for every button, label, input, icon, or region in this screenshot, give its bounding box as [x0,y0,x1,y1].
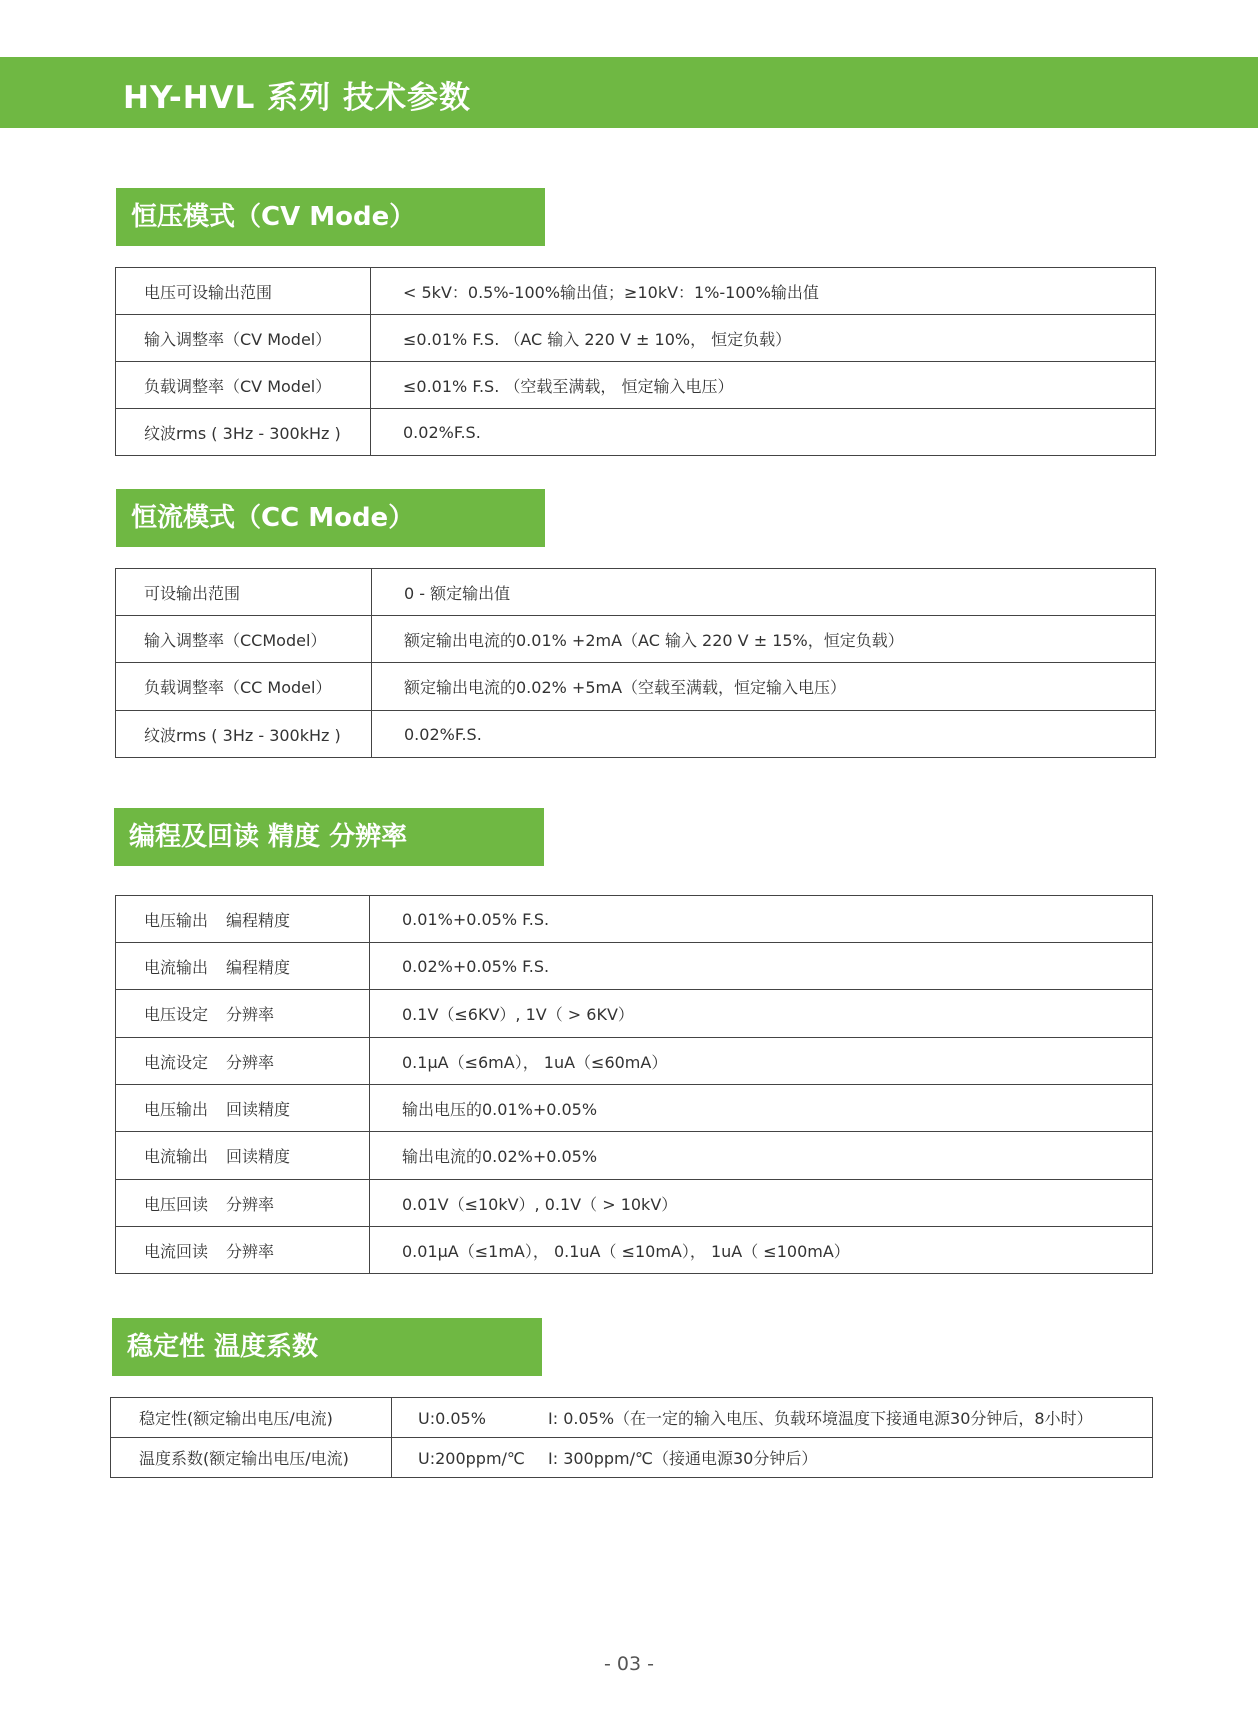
row-label [116,1132,370,1180]
row-label-property: 分辨率 [226,1194,275,1214]
row-label-property: 编程精度 [226,910,291,930]
row-label-item: 电压输出 [144,910,209,930]
current-value: I: 0.05%（在一定的输入电压、负载环境温度下接通电源30分钟后，8小时） [548,1409,1093,1428]
row-label-item: 电压输出 [144,1099,209,1119]
row-value: 额定输出电流的0.01% +2mA（AC 输入 220 V ± 15%，恒定负载） [372,616,1156,663]
row-value [392,1438,1153,1478]
voltage-value: U:200ppm/℃ [418,1449,525,1468]
row-label: 输入调整率（CV Model） [116,315,371,362]
row-value: ≤0.01% F.S. （AC 输入 220 V ± 10%， 恒定负载） [371,315,1156,362]
row-label: 输入调整率（CCModel） [116,616,372,663]
table-row [116,409,1156,456]
row-label-item: 电流输出 [144,1147,209,1166]
row-value: 0.01V（≤10kV）, 0.1V（ > 10kV） [370,1180,1153,1227]
section-heading-cv: 恒压模式（CV Mode） [116,188,545,246]
row-value: 额定输出电流的0.02% +5mA（空载至满载，恒定输入电压） [372,663,1156,711]
row-label-property: 回读精度 [226,1099,291,1119]
section-heading-programming: 编程及回读 精度 分辨率 [114,808,544,866]
stability-table [110,1397,1153,1478]
table-row [116,1038,1153,1085]
row-value: 0.02%F.S. [371,409,1156,456]
row-label-item: 电流输出 [144,957,209,977]
row-label [116,943,370,990]
row-label: 纹波rms ( 3Hz - 300kHz ) [116,711,372,758]
row-label [116,1038,370,1085]
table-row [116,268,1156,315]
row-label [116,990,370,1038]
table-row [111,1398,1153,1438]
row-label: 温度系数(额定输出电压/电流) [111,1438,392,1478]
row-value: ≤0.01% F.S. （空载至满载， 恒定输入电压） [371,362,1156,409]
page-number: - 03 - [604,1653,654,1675]
row-label-property: 分辨率 [226,1241,275,1261]
row-label [116,1227,370,1274]
row-label-property: 分辨率 [226,1052,275,1072]
row-value: < 5kV：0.5%-100%输出值；≥10kV：1%-100%输出值 [371,268,1156,315]
table-row [116,663,1156,711]
section-heading-stability: 稳定性 温度系数 [112,1318,542,1376]
row-label: 负载调整率（CV Model） [116,362,371,409]
table-row [116,569,1156,616]
row-label-item: 电流回读 [144,1241,209,1261]
row-value: 0.1V（≤6KV）, 1V（ > 6KV） [370,990,1153,1038]
table-row [116,616,1156,663]
row-value: 0.02%F.S. [372,711,1156,758]
current-value: I: 300ppm/℃（接通电源30分钟后） [548,1449,818,1468]
page-title: HY-HVL 系列 技术参数 [123,80,471,116]
row-label-item: 电流设定 [144,1052,209,1072]
row-value: 0 - 额定输出值 [372,569,1156,616]
table-row [116,711,1156,758]
table-row [116,1132,1153,1180]
table-row [111,1438,1153,1478]
row-value: 0.1µA（≤6mA）， 1uA（≤60mA） [370,1038,1153,1085]
table-row [116,1227,1153,1274]
table-row [116,896,1153,943]
row-label: 稳定性(额定输出电压/电流) [111,1398,392,1438]
row-label: 纹波rms ( 3Hz - 300kHz ) [116,409,371,456]
row-label: 负载调整率（CC Model） [116,663,372,711]
table-row [116,362,1156,409]
section-heading-cc: 恒流模式（CC Mode） [116,489,545,547]
row-value: 0.01%+0.05% F.S. [370,896,1153,943]
row-value: 输出电流的0.02%+0.05% [370,1132,1153,1180]
table-row [116,943,1153,990]
table-row [116,315,1156,362]
row-label [116,896,370,943]
row-label [116,1085,370,1132]
table-row [116,990,1153,1038]
row-label [116,1180,370,1227]
row-value: 0.02%+0.05% F.S. [370,943,1153,990]
row-label-item: 电压回读 [144,1194,209,1214]
row-label-property: 分辨率 [226,1005,275,1024]
row-label: 电压可设输出范围 [116,268,371,315]
row-label: 可设输出范围 [116,569,372,616]
row-value: 输出电压的0.01%+0.05% [370,1085,1153,1132]
row-value [392,1398,1153,1438]
programming-table [115,895,1153,1274]
table-row [116,1180,1153,1227]
cv-table [115,267,1156,456]
row-label-property: 编程精度 [226,957,291,977]
cc-table [115,568,1156,758]
header-bar [0,57,1258,128]
row-label-property: 回读精度 [226,1147,291,1166]
voltage-value: U:0.05% [418,1409,486,1428]
table-row [116,1085,1153,1132]
row-label-item: 电压设定 [144,1005,209,1024]
row-value: 0.01µA（≤1mA）， 0.1uA（ ≤10mA）， 1uA（ ≤100mA） [370,1227,1153,1274]
